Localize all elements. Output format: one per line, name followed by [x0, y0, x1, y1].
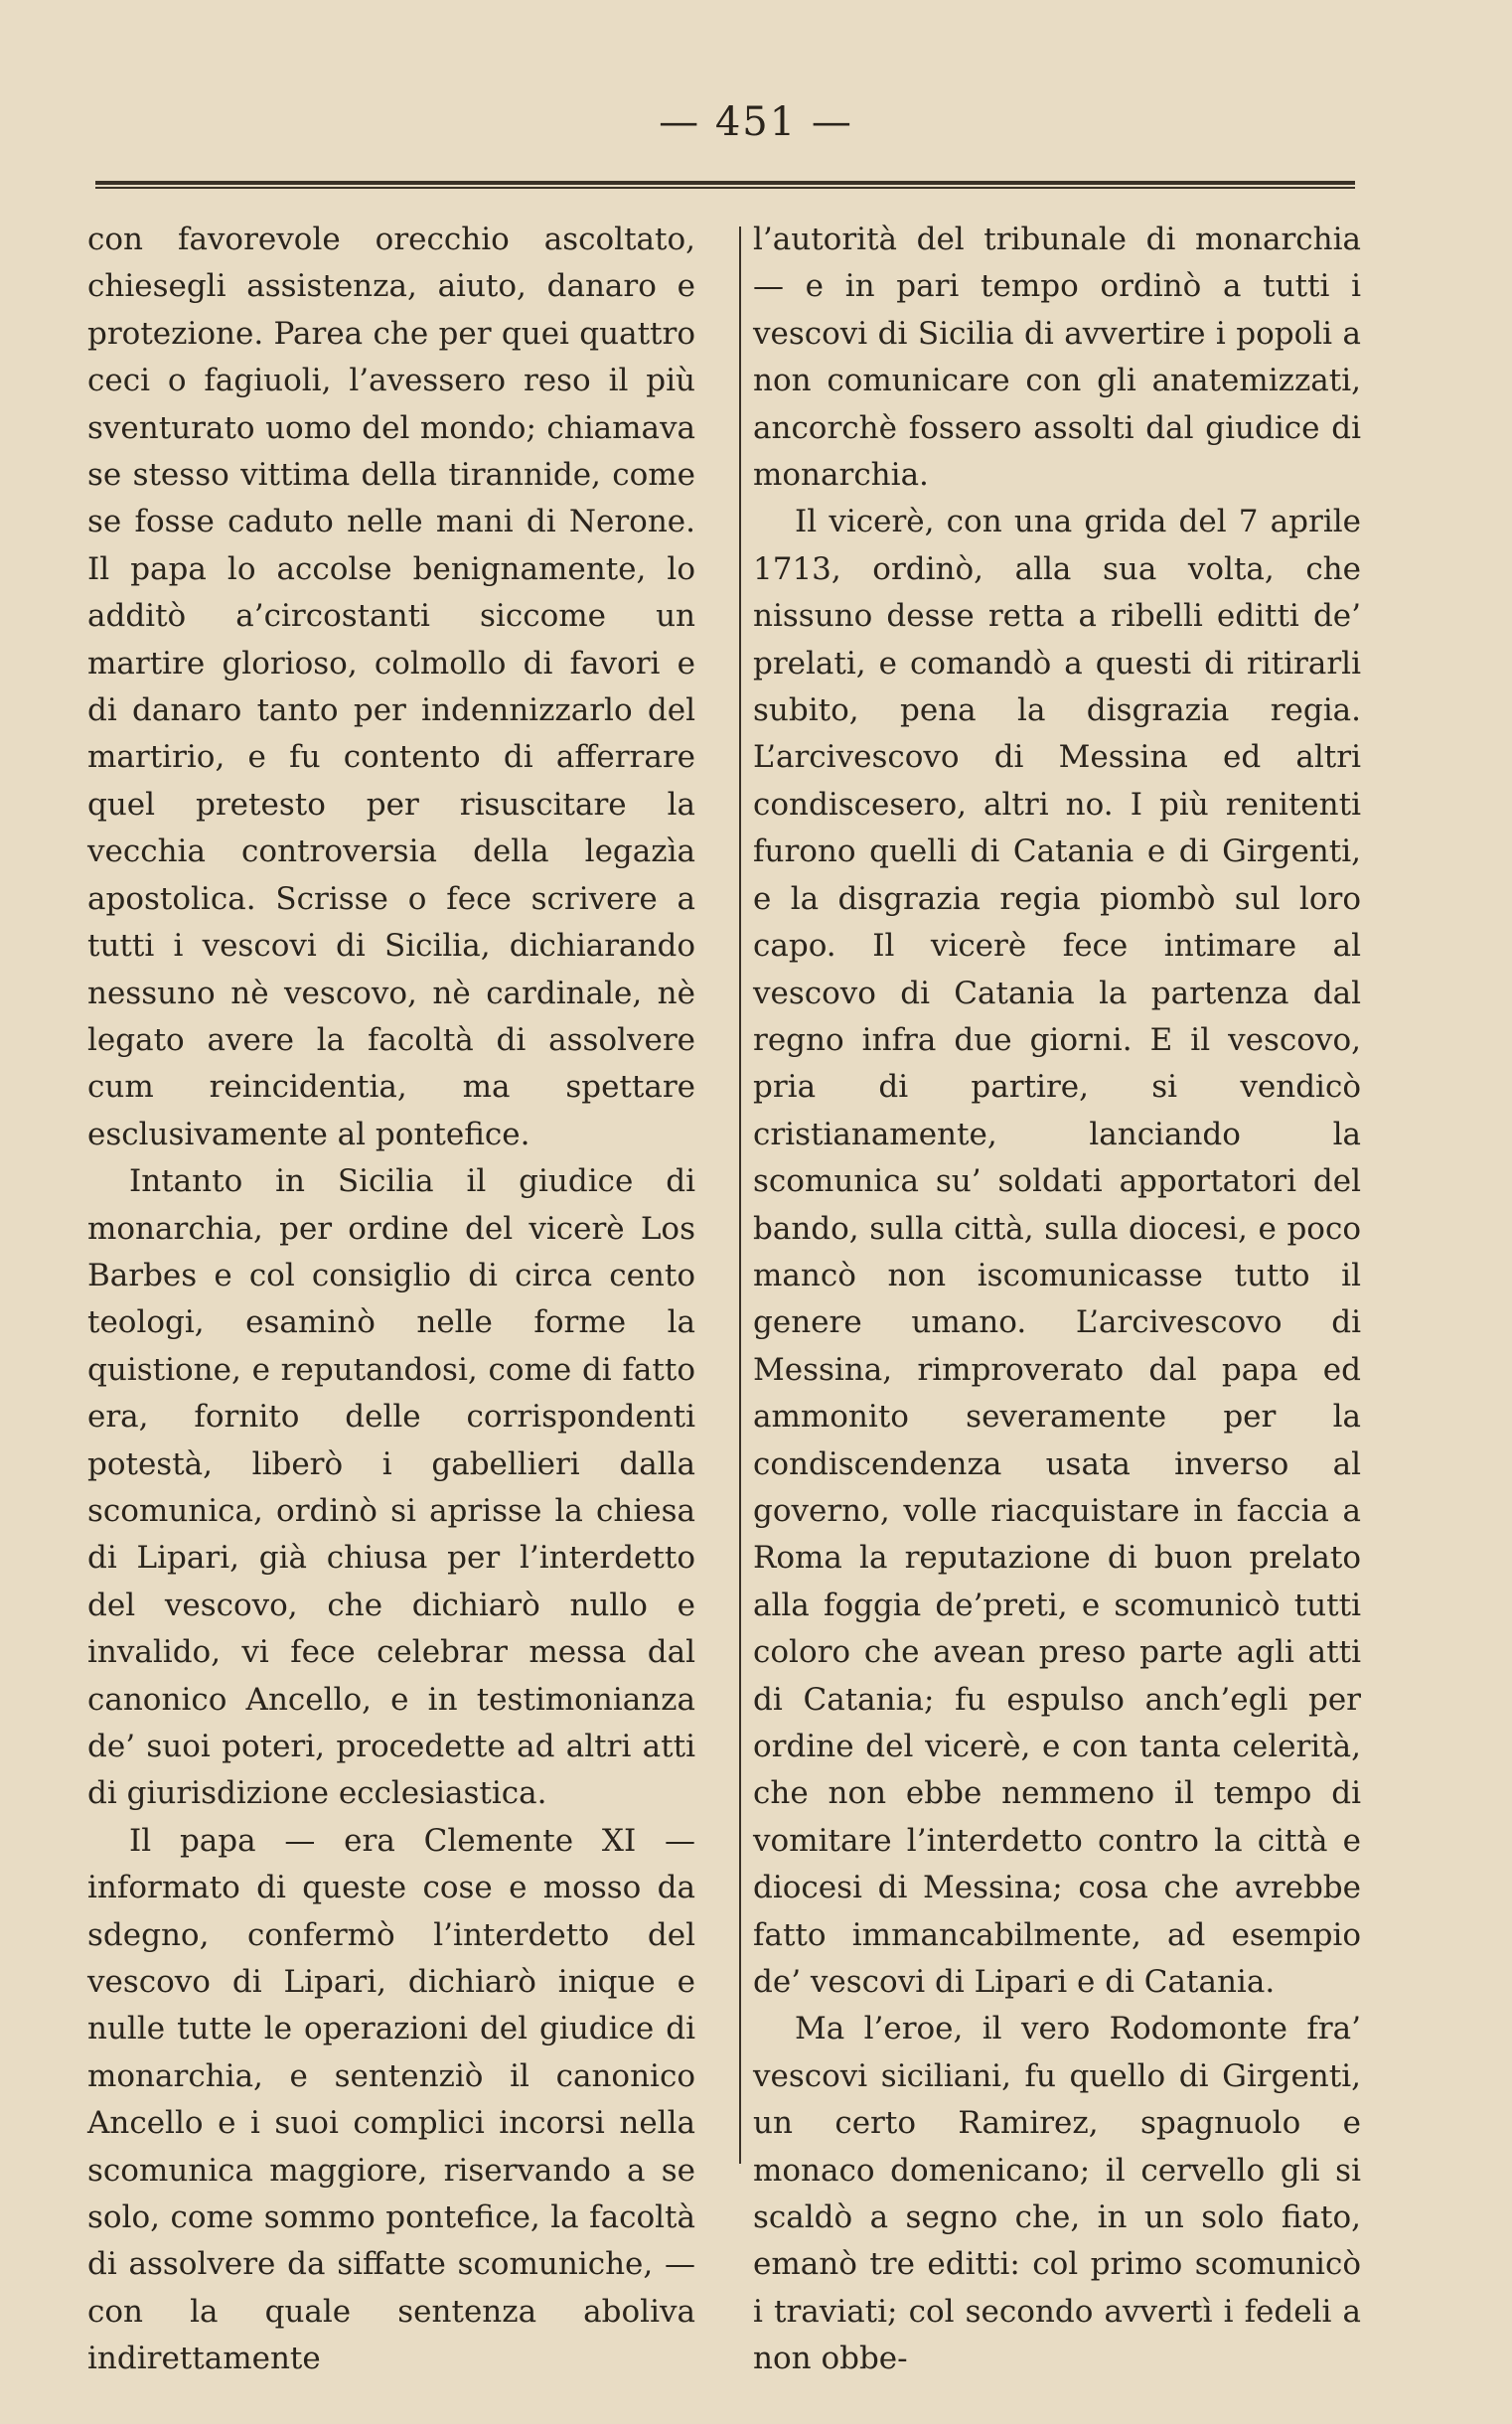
column-divider	[739, 227, 741, 2164]
paragraph: Il vicerè, con una grida del 7 aprile 1713, ordinò, alla sua volta, che nissuno desse retta a ribelli editti de’ prelati, e comandò a questi di ritirarli subito, pena la disgrazia regia. L’arcivescovo di Messina ed altri condiscesero, altri no. I più renitenti furono quelli di Catania e di Girgenti, e la disgrazia regia piombò sul loro capo. Il vicerè fece intimare al vescovo di Catania la partenza dal regno infra due giorni. E il vescovo, pria di partire, si vendicò cristianamente, lanciando la scomunica su’ soldati apportatori del bando, sulla città, sulla diocesi, e poco mancò non iscomunicasse tutto il genere umano. L’arcivescovo di Messina, rimproverato dal papa ed ammonito severamente per la condiscendenza usata inverso al governo, volle riacquistare in faccia a Roma la reputazione di buon prelato alla foggia de’preti, e scomunicò tutti coloro che avean preso parte agli atti di Catania; fu espulso anch’egli per ordine del vicerè, e con tanta celerità, che non ebbe nemmeno il tempo di vomitare l’interdetto contro la città e diocesi di Messina; cosa che avrebbe fatto immancabilmente, ad esempio de’ vescovi di Lipari e di Catania.	[753, 504, 1361, 2001]
header-rule	[95, 181, 1355, 189]
paragraph: Il papa — era Clemente XI — informato di queste cose e mosso da sdegno, confermò l’interdetto del vescovo di Lipari, dichiarò inique e nulle tutte le operazioni del giudice di monarchia, e sentenziò il canonico Ancello e i suoi complici incorsi nella scomunica maggiore, riservando a se solo, come sommo pontefice, la facoltà di assolvere da siffatte scomuniche, — con la quale sentenza aboliva indirettamente	[87, 1822, 695, 2377]
page-number: — 451 —	[659, 99, 853, 145]
paragraph: Intanto in Sicilia il giudice di monarchia, per ordine del vicerè Los Barbes e col consiglio di circa cento teologi, esaminò nelle forme la quistione, e reputandosi, come di fatto era, fornito delle corrispondenti potestà, liberò i gabellieri dalla scomunica, ordinò si aprisse la chiesa di Lipari, già chiusa per l’interdetto del vescovo, che dichiarò nullo e invalido, vi fece celebrar messa dal canonico Ancello, e in testimonianza de’ suoi poteri, procedette ad altri atti di giurisdizione ecclesiastica.	[87, 1163, 695, 1812]
paragraph: Ma l’eroe, il vero Rodomonte fra’ vescovi siciliani, fu quello di Girgenti, un certo Ramirez, spagnuolo e monaco domenicano; il cervello gli si scaldò a segno che, in un solo fiato, emanò tre editti: col primo scomunicò i traviati; col secondo avvertì i fedeli a non obbe-	[753, 2011, 1361, 2377]
paragraph: l’autorità del tribunale di monarchia — e in pari tempo ordinò a tutti i vescovi di Sicilia di avvertire i popoli a non comunicare con gli anatemizzati, ancorchè fossero assolti dal giudice di monarchia.	[753, 222, 1361, 494]
left-column	[87, 217, 695, 2383]
right-column	[753, 217, 1361, 2383]
paragraph: con favorevole orecchio ascoltato, chiesegli assistenza, aiuto, danaro e protezione. Parea che per quei quattro ceci o fagiuoli, l’avessero reso il più sventurato uomo del mondo; chiamava se stesso vittima della tirannide, come se fosse caduto nelle mani di Nerone. Il papa lo accolse benignamente, lo additò a’circostanti siccome un martire glorioso, colmollo di favori e di danaro tanto per indennizzarlo del martirio, e fu contento di afferrare quel pretesto per risuscitare la vecchia controversia della legazìa apostolica. Scrisse o fece scrivere a tutti i vescovi di Sicilia, dichiarando nessuno nè vescovo, nè cardinale, nè legato avere la facoltà di assolvere cum reincidentia, ma spettare esclusivamente al pontefice.	[87, 222, 695, 1152]
